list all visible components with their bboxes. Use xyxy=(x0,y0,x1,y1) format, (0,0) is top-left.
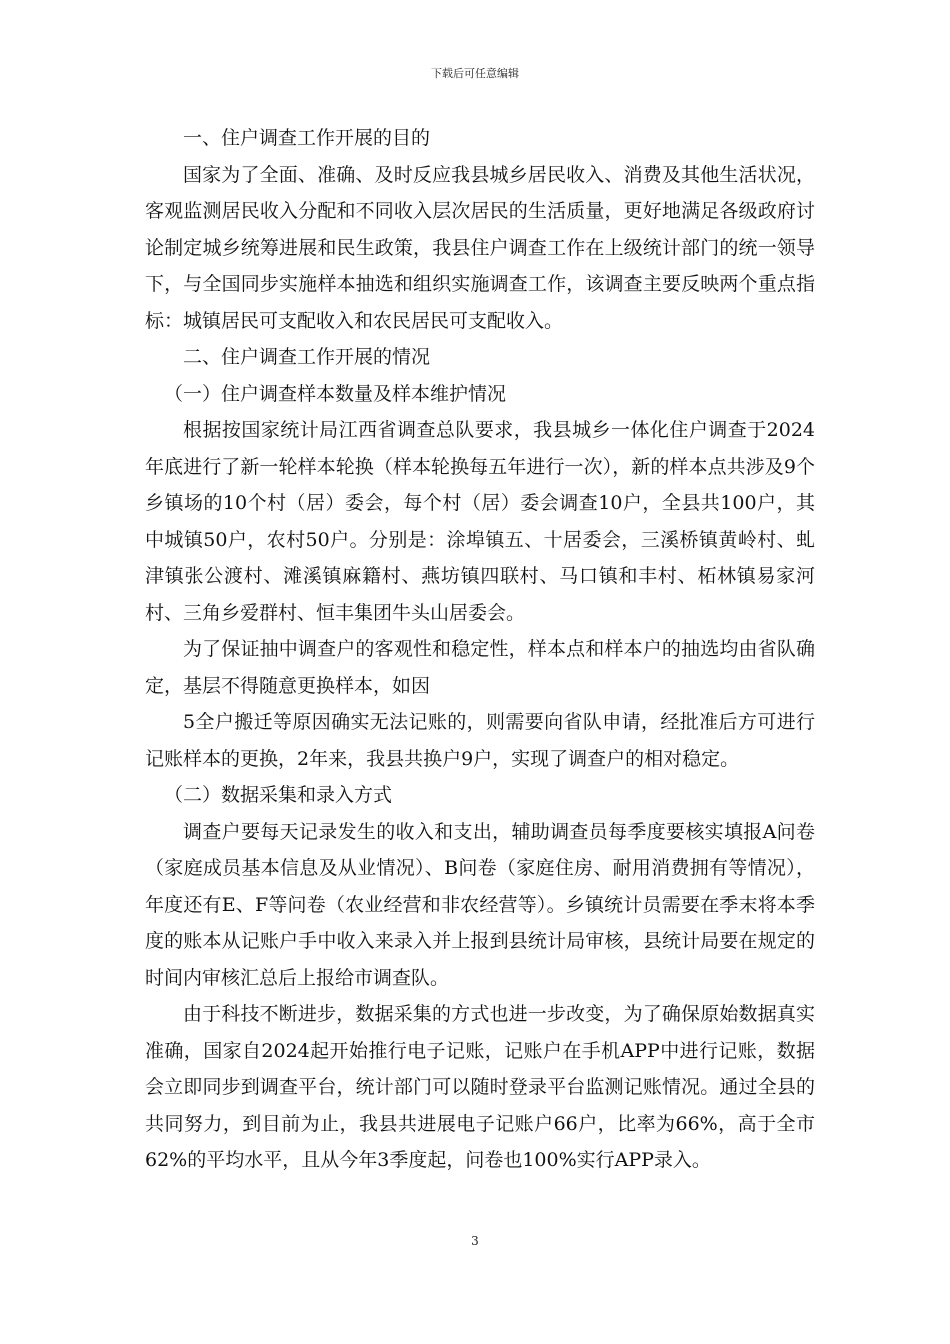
paragraph: 为了保证抽中调查户的客观性和稳定性，样本点和样本户的抽选均由省队确定，基层不得随意更换样本，如因 xyxy=(145,638,815,697)
paragraph: 国家为了全面、准确、及时反应我县城乡居民收入、消费及其他生活状况，客观监测居民收入分配和不同收入层次居民的生活质量，更好地满足各级政府讨论制定城乡统筹进展和民生政策，我县住户调查工作在上级统计部门的统一领导下，与全国同步实施样本抽选和组织实施调查工作，该调查主要反映两个重点指标：城镇居民可支配收入和农民居民可支配收入。 xyxy=(145,163,815,332)
page-header: 下载后可任意编辑 xyxy=(431,67,519,80)
section-heading-status: 二、住户调查工作开展的情况 xyxy=(183,346,431,368)
paragraph: 5全户搬迁等原因确实无法记账的，则需要向省队申请，经批准后方可进行记账样本的更换，2年来，我县共换户9户，实现了调查户的相对稳定。 xyxy=(145,711,815,770)
subsection-heading-data-collection: （二）数据采集和录入方式 xyxy=(164,784,393,806)
paragraph: 调查户要每天记录发生的收入和支出，辅助调查员每季度要核实填报A问卷（家庭成员基本信息及从业情况）、B问卷（家庭住房、耐用消费拥有等情况），年度还有E、F等问卷（农业经营和非农经营等）。乡镇统计员需要在季末将本季度的账本从记账户手中收入来录入并上报到县统计局审核，县统计局要在规定的时间内审核汇总后上报给市调查队。 xyxy=(145,820,815,989)
section-heading-purpose: 一、住户调查工作开展的目的 xyxy=(183,127,431,149)
document-body xyxy=(145,120,815,1179)
subsection-heading-sample: （一）住户调查样本数量及样本维护情况 xyxy=(164,382,507,405)
paragraph: 根据按国家统计局江西省调查总队要求，我县城乡一体化住户调查于2024年底进行了新一轮样本轮换（样本轮换每五年进行一次），新的样本点共涉及9个乡镇场的10个村（居）委会，每个村（居）委会调查10户，全县共100户，其中城镇50户，农村50户。分别是：涂埠镇五、十居委会，三溪桥镇黄岭村、虬津镇张公渡村、滩溪镇麻籍村、燕坊镇四联村、马口镇和丰村、柘林镇易家河村、三角乡爱群村、恒丰集团牛头山居委会。 xyxy=(145,419,815,624)
page-number: 3 xyxy=(471,1234,479,1248)
paragraph: 由于科技不断进步，数据采集的方式也进一步改变，为了确保原始数据真实准确，国家自2024起开始推行电子记账，记账户在手机APP中进行记账，数据会立即同步到调查平台，统计部门可以随时登录平台监测记账情况。通过全县的共同努力，到目前为止，我县共进展电子记账户66户，比率为66%，高于全市62%的平均水平，且从今年3季度起，问卷也100%实行APP录入。 xyxy=(145,1003,815,1171)
